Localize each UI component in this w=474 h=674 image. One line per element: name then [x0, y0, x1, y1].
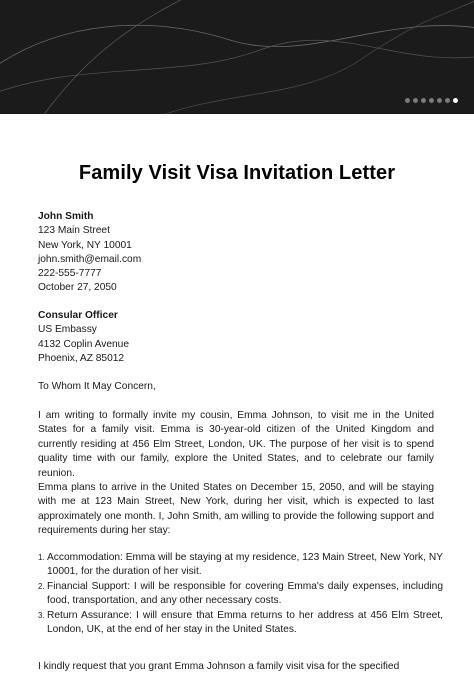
recipient-org: US Embassy — [38, 324, 97, 336]
carousel-dot[interactable] — [405, 98, 410, 103]
carousel-dots — [405, 98, 458, 103]
body-paragraph-1: I am writing to formally invite my cousin, Emma Johnson, to visit me in the United States for a family visit. Emma is 30-year-old citizen of the United Kingdom and currently residing at 456 Elm Street, London, UK. The purpose of her visit is to spend quality time with our family, explore the United States, and to celebrate our family reunion. — [38, 410, 434, 479]
carousel-dot[interactable] — [437, 98, 442, 103]
list-text: Return Assurance: I will ensure that Emma returns to her address at 456 Elm Street, London, UK, at the end of her stay in the United States. — [47, 609, 443, 636]
list-item — [38, 609, 443, 638]
body-paragraph-3: I kindly request that you grant Emma Johnson a family visit visa for the specified — [38, 661, 400, 672]
list-number: 3. — [38, 610, 45, 620]
recipient-street: 4132 Coplin Avenue — [38, 338, 130, 350]
letter-date: October 27, 2050 — [38, 282, 117, 294]
carousel-dot[interactable] — [445, 98, 450, 103]
body-paragraph-2: Emma plans to arrive in the United States on December 15, 2050, and will be staying with me at 123 Main Street, New York, during her visit, which is expected to last approximately one month. I, John Smith, am willing to provide the following support and requirements during her stay: — [38, 482, 434, 537]
carousel-dot[interactable] — [421, 98, 426, 103]
sender-email: john.smith@email.com — [38, 253, 142, 265]
sender-phone: 222-555-7777 — [38, 268, 102, 280]
sender-street: 123 Main Street — [38, 225, 110, 237]
sender-city: New York, NY 10001 — [38, 239, 132, 251]
list-item — [38, 551, 443, 580]
recipient-title: Consular Officer — [38, 310, 118, 321]
carousel-dot-active[interactable] — [453, 98, 458, 103]
list-text: Financial Support: I will be responsible for covering Emma's daily expenses, including food, transportation, and any other necessary costs. — [47, 580, 443, 607]
list-text: Accommodation: Emma will be staying at my residence, 123 Main Street, New York, NY 10001, for the duration of her visit. — [47, 552, 443, 578]
header-banner — [0, 0, 474, 114]
sender-block — [38, 210, 141, 296]
recipient-city: Phoenix, AZ 85012 — [38, 352, 125, 364]
support-list — [38, 551, 443, 637]
list-number: 1. — [38, 553, 45, 562]
carousel-dot[interactable] — [413, 98, 418, 103]
sender-name: John Smith — [38, 211, 94, 222]
salutation: To Whom It May Concern, — [38, 381, 156, 392]
recipient-block — [38, 309, 129, 366]
list-item — [38, 580, 443, 609]
list-number: 2. — [38, 581, 45, 591]
letter-title: Family Visit Visa Invitation Letter — [78, 162, 396, 184]
carousel-dot[interactable] — [429, 98, 434, 103]
decorative-curves — [0, 0, 474, 114]
